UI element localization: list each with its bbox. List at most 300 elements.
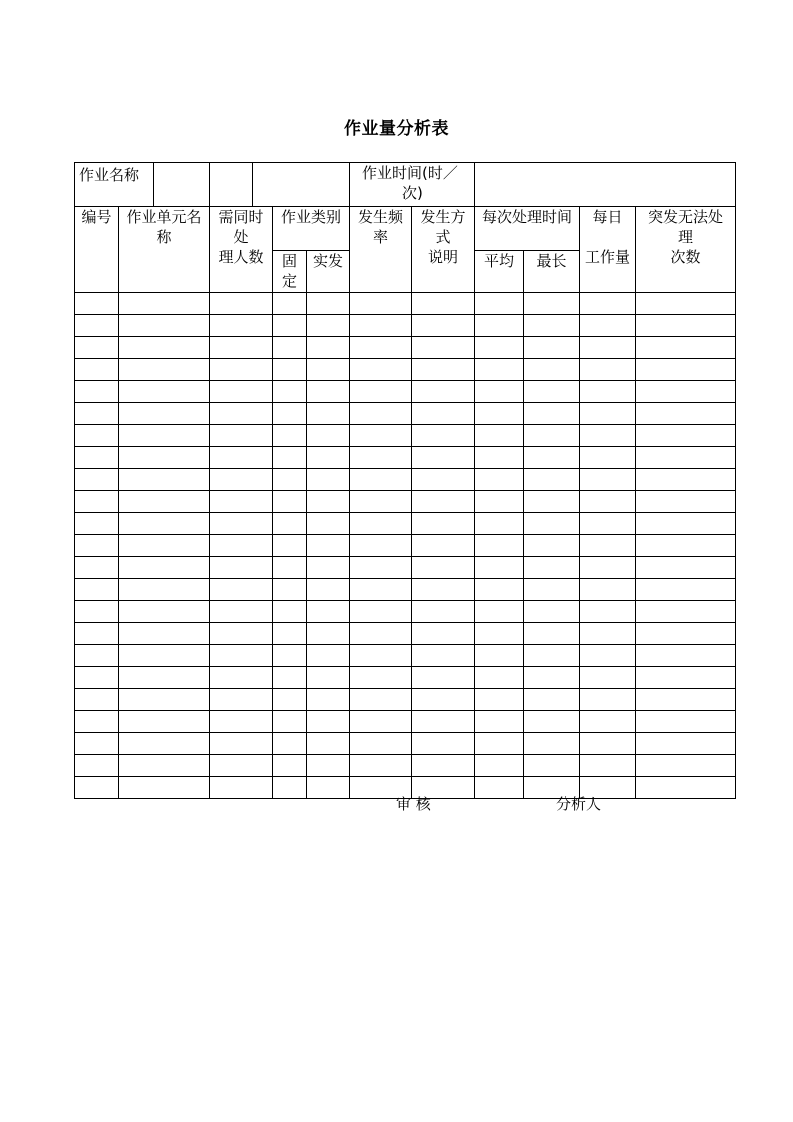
cell-sudden[interactable] [307, 689, 350, 711]
cell-frequency[interactable] [350, 403, 412, 425]
cell-unit-name[interactable] [119, 755, 210, 777]
cell-number[interactable] [75, 755, 119, 777]
table-row [75, 403, 736, 425]
cell-sudden[interactable] [307, 667, 350, 689]
blank-info-cell[interactable] [252, 163, 349, 206]
header-daily [580, 207, 636, 293]
cell-method[interactable] [412, 733, 475, 755]
cell-number[interactable] [75, 447, 119, 469]
cell-daily[interactable] [580, 579, 636, 601]
cell-fixed[interactable] [273, 667, 307, 689]
cell-unit-name[interactable] [119, 381, 210, 403]
cell-method[interactable] [412, 359, 475, 381]
cell-people-needed[interactable] [210, 535, 273, 557]
cell-longest[interactable] [524, 425, 580, 447]
job-name-value[interactable] [153, 163, 209, 206]
cell-sudden[interactable] [307, 293, 350, 315]
cell-fixed[interactable] [273, 491, 307, 513]
cell-method[interactable] [412, 337, 475, 359]
cell-number[interactable] [75, 315, 119, 337]
cell-average[interactable] [475, 359, 524, 381]
cell-unit-name[interactable] [119, 601, 210, 623]
cell-method[interactable] [412, 315, 475, 337]
header-time-each: 每次处理时间 [475, 207, 580, 251]
page-title: 作业量分析表 [344, 119, 449, 139]
table-row [75, 557, 736, 579]
table-row [75, 667, 736, 689]
cell-longest[interactable] [524, 447, 580, 469]
cell-frequency[interactable] [350, 601, 412, 623]
cell-fixed[interactable] [273, 623, 307, 645]
cell-daily[interactable] [580, 755, 636, 777]
cell-number[interactable] [75, 337, 119, 359]
cell-unit-name[interactable] [119, 491, 210, 513]
cell-people-needed[interactable] [210, 315, 273, 337]
cell-fixed[interactable] [273, 425, 307, 447]
cell-average[interactable] [475, 623, 524, 645]
job-time-label-cell [350, 163, 475, 207]
cell-sudden[interactable] [307, 711, 350, 733]
cell-longest[interactable] [524, 667, 580, 689]
cell-sudden[interactable] [307, 535, 350, 557]
cell-frequency[interactable] [350, 491, 412, 513]
cell-average[interactable] [475, 579, 524, 601]
table-row [75, 469, 736, 491]
table-row [75, 293, 736, 315]
footer-review: 审 核 [396, 795, 431, 813]
footer-analyst: 分析人 [556, 795, 602, 813]
cell-unhandled[interactable] [636, 733, 736, 755]
header-unhandled [636, 207, 736, 293]
cell-fixed[interactable] [273, 733, 307, 755]
cell-average[interactable] [475, 535, 524, 557]
cell-longest[interactable] [524, 359, 580, 381]
cell-longest[interactable] [524, 579, 580, 601]
cell-longest[interactable] [524, 557, 580, 579]
cell-method[interactable] [412, 293, 475, 315]
header-people-needed [210, 207, 273, 293]
cell-longest[interactable] [524, 315, 580, 337]
cell-daily[interactable] [580, 711, 636, 733]
cell-people-needed[interactable] [210, 513, 273, 535]
cell-sudden[interactable] [307, 447, 350, 469]
cell-unhandled[interactable] [636, 689, 736, 711]
cell-unit-name[interactable] [119, 579, 210, 601]
cell-daily[interactable] [580, 535, 636, 557]
cell-unhandled[interactable] [636, 447, 736, 469]
cell-unhandled[interactable] [636, 755, 736, 777]
cell-fixed[interactable] [273, 535, 307, 557]
cell-people-needed[interactable] [210, 425, 273, 447]
cell-people-needed[interactable] [210, 733, 273, 755]
header-method-top: 发生方 式 [420, 208, 466, 246]
cell-daily[interactable] [580, 293, 636, 315]
cell-daily[interactable] [580, 359, 636, 381]
job-time-value[interactable] [475, 163, 736, 207]
cell-daily[interactable] [580, 447, 636, 469]
cell-number[interactable] [75, 667, 119, 689]
cell-sudden[interactable] [307, 403, 350, 425]
cell-unit-name[interactable] [119, 359, 210, 381]
cell-people-needed[interactable] [210, 579, 273, 601]
cell-people-needed[interactable] [210, 601, 273, 623]
cell-sudden[interactable] [307, 623, 350, 645]
cell-method[interactable] [412, 447, 475, 469]
cell-daily[interactable] [580, 337, 636, 359]
cell-unhandled[interactable] [636, 645, 736, 667]
cell-frequency[interactable] [350, 337, 412, 359]
cell-longest[interactable] [524, 513, 580, 535]
cell-daily[interactable] [580, 403, 636, 425]
cell-fixed[interactable] [273, 777, 307, 799]
cell-average[interactable] [475, 667, 524, 689]
header-daily-top: 每日 [592, 208, 623, 226]
cell-people-needed[interactable] [210, 711, 273, 733]
cell-unit-name[interactable] [119, 513, 210, 535]
cell-method[interactable] [412, 623, 475, 645]
cell-fixed[interactable] [273, 381, 307, 403]
cell-fixed[interactable] [273, 689, 307, 711]
cell-number[interactable] [75, 645, 119, 667]
cell-number[interactable] [75, 293, 119, 315]
cell-frequency[interactable] [350, 755, 412, 777]
cell-unit-name[interactable] [119, 315, 210, 337]
cell-unhandled[interactable] [636, 315, 736, 337]
cell-frequency[interactable] [350, 425, 412, 447]
cell-people-needed[interactable] [210, 491, 273, 513]
cell-number[interactable] [75, 381, 119, 403]
cell-frequency[interactable] [350, 711, 412, 733]
cell-longest[interactable] [524, 689, 580, 711]
table-row [75, 645, 736, 667]
cell-frequency[interactable] [350, 315, 412, 337]
cell-daily[interactable] [580, 733, 636, 755]
cell-method[interactable] [412, 689, 475, 711]
cell-longest[interactable] [524, 623, 580, 645]
cell-daily[interactable] [580, 601, 636, 623]
cell-method[interactable] [412, 425, 475, 447]
cell-fixed[interactable] [273, 359, 307, 381]
cell-longest[interactable] [524, 535, 580, 557]
table-row [75, 359, 736, 381]
cell-frequency[interactable] [350, 645, 412, 667]
cell-average[interactable] [475, 337, 524, 359]
table-row [75, 579, 736, 601]
cell-number[interactable] [75, 579, 119, 601]
cell-number[interactable] [75, 689, 119, 711]
header-longest: 最长 [524, 251, 580, 293]
table-row [75, 711, 736, 733]
cell-people-needed[interactable] [210, 447, 273, 469]
job-time-label-line1: 作业时间(时／ [362, 164, 458, 182]
cell-unhandled[interactable] [636, 667, 736, 689]
cell-method[interactable] [412, 535, 475, 557]
cell-people-needed[interactable] [210, 381, 273, 403]
table-row [75, 755, 736, 777]
cell-frequency[interactable] [350, 293, 412, 315]
header-unit-name: 作业单元名 称 [119, 207, 210, 293]
cell-people-needed[interactable] [210, 689, 273, 711]
cell-fixed[interactable] [273, 645, 307, 667]
cell-sudden[interactable] [307, 579, 350, 601]
cell-unhandled[interactable] [636, 469, 736, 491]
cell-average[interactable] [475, 513, 524, 535]
cell-daily[interactable] [580, 381, 636, 403]
cell-people-needed[interactable] [210, 557, 273, 579]
cell-unit-name[interactable] [119, 535, 210, 557]
cell-longest[interactable] [524, 601, 580, 623]
cell-unit-name[interactable] [119, 667, 210, 689]
header-fixed: 固 定 [273, 251, 307, 293]
cell-unhandled[interactable] [636, 293, 736, 315]
cell-number[interactable] [75, 711, 119, 733]
cell-fixed[interactable] [273, 469, 307, 491]
cell-method[interactable] [412, 645, 475, 667]
cell-unhandled[interactable] [636, 513, 736, 535]
cell-method[interactable] [412, 601, 475, 623]
cell-unhandled[interactable] [636, 337, 736, 359]
job-name-label-cell [75, 163, 210, 207]
cell-average[interactable] [475, 777, 524, 799]
cell-fixed[interactable] [273, 403, 307, 425]
cell-people-needed[interactable] [210, 667, 273, 689]
cell-people-needed[interactable] [210, 293, 273, 315]
cell-frequency[interactable] [350, 733, 412, 755]
cell-unhandled[interactable] [636, 557, 736, 579]
cell-average[interactable] [475, 425, 524, 447]
header-job-type: 作业类别 [273, 207, 350, 251]
cell-sudden[interactable] [307, 601, 350, 623]
cell-method[interactable] [412, 381, 475, 403]
cell-fixed[interactable] [273, 293, 307, 315]
cell-frequency[interactable] [350, 535, 412, 557]
cell-unhandled[interactable] [636, 491, 736, 513]
cell-method[interactable] [412, 557, 475, 579]
cell-sudden[interactable] [307, 777, 350, 799]
cell-frequency[interactable] [350, 689, 412, 711]
cell-method[interactable] [412, 403, 475, 425]
header-people-needed-top: 需同时 处 [218, 208, 264, 246]
cell-average[interactable] [475, 711, 524, 733]
cell-unit-name[interactable] [119, 337, 210, 359]
cell-daily[interactable] [580, 645, 636, 667]
cell-average[interactable] [475, 381, 524, 403]
cell-people-needed[interactable] [210, 645, 273, 667]
cell-frequency[interactable] [350, 557, 412, 579]
cell-daily[interactable] [580, 315, 636, 337]
cell-daily[interactable] [580, 425, 636, 447]
cell-average[interactable] [475, 293, 524, 315]
table-row [75, 425, 736, 447]
header-frequency: 发生频 率 [350, 207, 412, 293]
job-name-label: 作业名称 [79, 166, 140, 184]
cell-longest[interactable] [524, 337, 580, 359]
cell-method[interactable] [412, 491, 475, 513]
cell-frequency[interactable] [350, 667, 412, 689]
cell-number[interactable] [75, 359, 119, 381]
cell-average[interactable] [475, 733, 524, 755]
table-row [75, 601, 736, 623]
cell-average[interactable] [475, 755, 524, 777]
cell-fixed[interactable] [273, 315, 307, 337]
cell-fixed[interactable] [273, 755, 307, 777]
cell-fixed[interactable] [273, 557, 307, 579]
cell-frequency[interactable] [350, 359, 412, 381]
cell-unhandled[interactable] [636, 711, 736, 733]
cell-fixed[interactable] [273, 711, 307, 733]
cell-frequency[interactable] [350, 579, 412, 601]
cell-method[interactable] [412, 513, 475, 535]
cell-frequency[interactable] [350, 623, 412, 645]
cell-unit-name[interactable] [119, 469, 210, 491]
cell-unit-name[interactable] [119, 645, 210, 667]
cell-unit-name[interactable] [119, 623, 210, 645]
cell-unit-name[interactable] [119, 689, 210, 711]
cell-average[interactable] [475, 491, 524, 513]
cell-sudden[interactable] [307, 381, 350, 403]
cell-sudden[interactable] [307, 491, 350, 513]
cell-number[interactable] [75, 601, 119, 623]
cell-number[interactable] [75, 733, 119, 755]
cell-daily[interactable] [580, 469, 636, 491]
cell-unit-name[interactable] [119, 425, 210, 447]
job-name-value-ext[interactable] [210, 163, 350, 207]
cell-number[interactable] [75, 469, 119, 491]
cell-people-needed[interactable] [210, 337, 273, 359]
cell-method[interactable] [412, 711, 475, 733]
cell-people-needed[interactable] [210, 469, 273, 491]
cell-longest[interactable] [524, 733, 580, 755]
cell-sudden[interactable] [307, 645, 350, 667]
workload-analysis-table [74, 162, 736, 799]
cell-fixed[interactable] [273, 601, 307, 623]
cell-average[interactable] [475, 403, 524, 425]
cell-people-needed[interactable] [210, 755, 273, 777]
cell-average[interactable] [475, 689, 524, 711]
cell-sudden[interactable] [307, 513, 350, 535]
cell-sudden[interactable] [307, 359, 350, 381]
cell-sudden[interactable] [307, 337, 350, 359]
cell-longest[interactable] [524, 403, 580, 425]
cell-sudden[interactable] [307, 315, 350, 337]
cell-average[interactable] [475, 557, 524, 579]
cell-sudden[interactable] [307, 755, 350, 777]
cell-unit-name[interactable] [119, 293, 210, 315]
cell-number[interactable] [75, 491, 119, 513]
table-row [75, 381, 736, 403]
cell-method[interactable] [412, 579, 475, 601]
header-sudden: 实发 [307, 251, 350, 293]
table-row [75, 733, 736, 755]
cell-average[interactable] [475, 447, 524, 469]
cell-unhandled[interactable] [636, 777, 736, 799]
cell-unit-name[interactable] [119, 447, 210, 469]
cell-number[interactable] [75, 535, 119, 557]
cell-fixed[interactable] [273, 337, 307, 359]
cell-method[interactable] [412, 755, 475, 777]
cell-sudden[interactable] [307, 557, 350, 579]
header-unhandled-top: 突发无法处 理 [648, 208, 724, 246]
cell-unhandled[interactable] [636, 359, 736, 381]
cell-method[interactable] [412, 469, 475, 491]
cell-unit-name[interactable] [119, 557, 210, 579]
cell-unhandled[interactable] [636, 425, 736, 447]
cell-longest[interactable] [524, 469, 580, 491]
cell-method[interactable] [412, 667, 475, 689]
table-row [75, 491, 736, 513]
cell-frequency[interactable] [350, 469, 412, 491]
cell-average[interactable] [475, 469, 524, 491]
cell-number[interactable] [75, 557, 119, 579]
table-row [75, 535, 736, 557]
cell-number[interactable] [75, 513, 119, 535]
cell-fixed[interactable] [273, 579, 307, 601]
cell-unhandled[interactable] [636, 601, 736, 623]
cell-fixed[interactable] [273, 513, 307, 535]
cell-longest[interactable] [524, 645, 580, 667]
cell-frequency[interactable] [350, 381, 412, 403]
cell-number[interactable] [75, 777, 119, 799]
cell-unit-name[interactable] [119, 733, 210, 755]
cell-frequency[interactable] [350, 513, 412, 535]
cell-people-needed[interactable] [210, 623, 273, 645]
cell-average[interactable] [475, 645, 524, 667]
cell-longest[interactable] [524, 755, 580, 777]
cell-daily[interactable] [580, 689, 636, 711]
cell-unhandled[interactable] [636, 535, 736, 557]
cell-people-needed[interactable] [210, 359, 273, 381]
cell-average[interactable] [475, 601, 524, 623]
cell-daily[interactable] [580, 667, 636, 689]
cell-daily[interactable] [580, 557, 636, 579]
cell-average[interactable] [475, 315, 524, 337]
cell-unit-name[interactable] [119, 777, 210, 799]
table-row [75, 623, 736, 645]
table-row [75, 315, 736, 337]
header-unhandled-bottom: 次数 [670, 248, 701, 266]
cell-number[interactable] [75, 623, 119, 645]
header-method [412, 207, 475, 293]
cell-unit-name[interactable] [119, 403, 210, 425]
header-method-bottom: 说明 [428, 248, 459, 266]
cell-unit-name[interactable] [119, 711, 210, 733]
cell-unhandled[interactable] [636, 403, 736, 425]
cell-people-needed[interactable] [210, 403, 273, 425]
cell-number[interactable] [75, 425, 119, 447]
cell-sudden[interactable] [307, 733, 350, 755]
cell-daily[interactable] [580, 491, 636, 513]
cell-daily[interactable] [580, 623, 636, 645]
cell-fixed[interactable] [273, 447, 307, 469]
cell-daily[interactable] [580, 513, 636, 535]
cell-longest[interactable] [524, 381, 580, 403]
cell-sudden[interactable] [307, 425, 350, 447]
cell-longest[interactable] [524, 491, 580, 513]
cell-people-needed[interactable] [210, 777, 273, 799]
cell-longest[interactable] [524, 293, 580, 315]
cell-unhandled[interactable] [636, 623, 736, 645]
header-number: 编号 [75, 207, 119, 293]
cell-unhandled[interactable] [636, 381, 736, 403]
cell-frequency[interactable] [350, 447, 412, 469]
table-row [75, 689, 736, 711]
cell-sudden[interactable] [307, 469, 350, 491]
header-row-1 [75, 207, 736, 251]
cell-longest[interactable] [524, 711, 580, 733]
cell-unhandled[interactable] [636, 579, 736, 601]
cell-number[interactable] [75, 403, 119, 425]
table-row [75, 337, 736, 359]
